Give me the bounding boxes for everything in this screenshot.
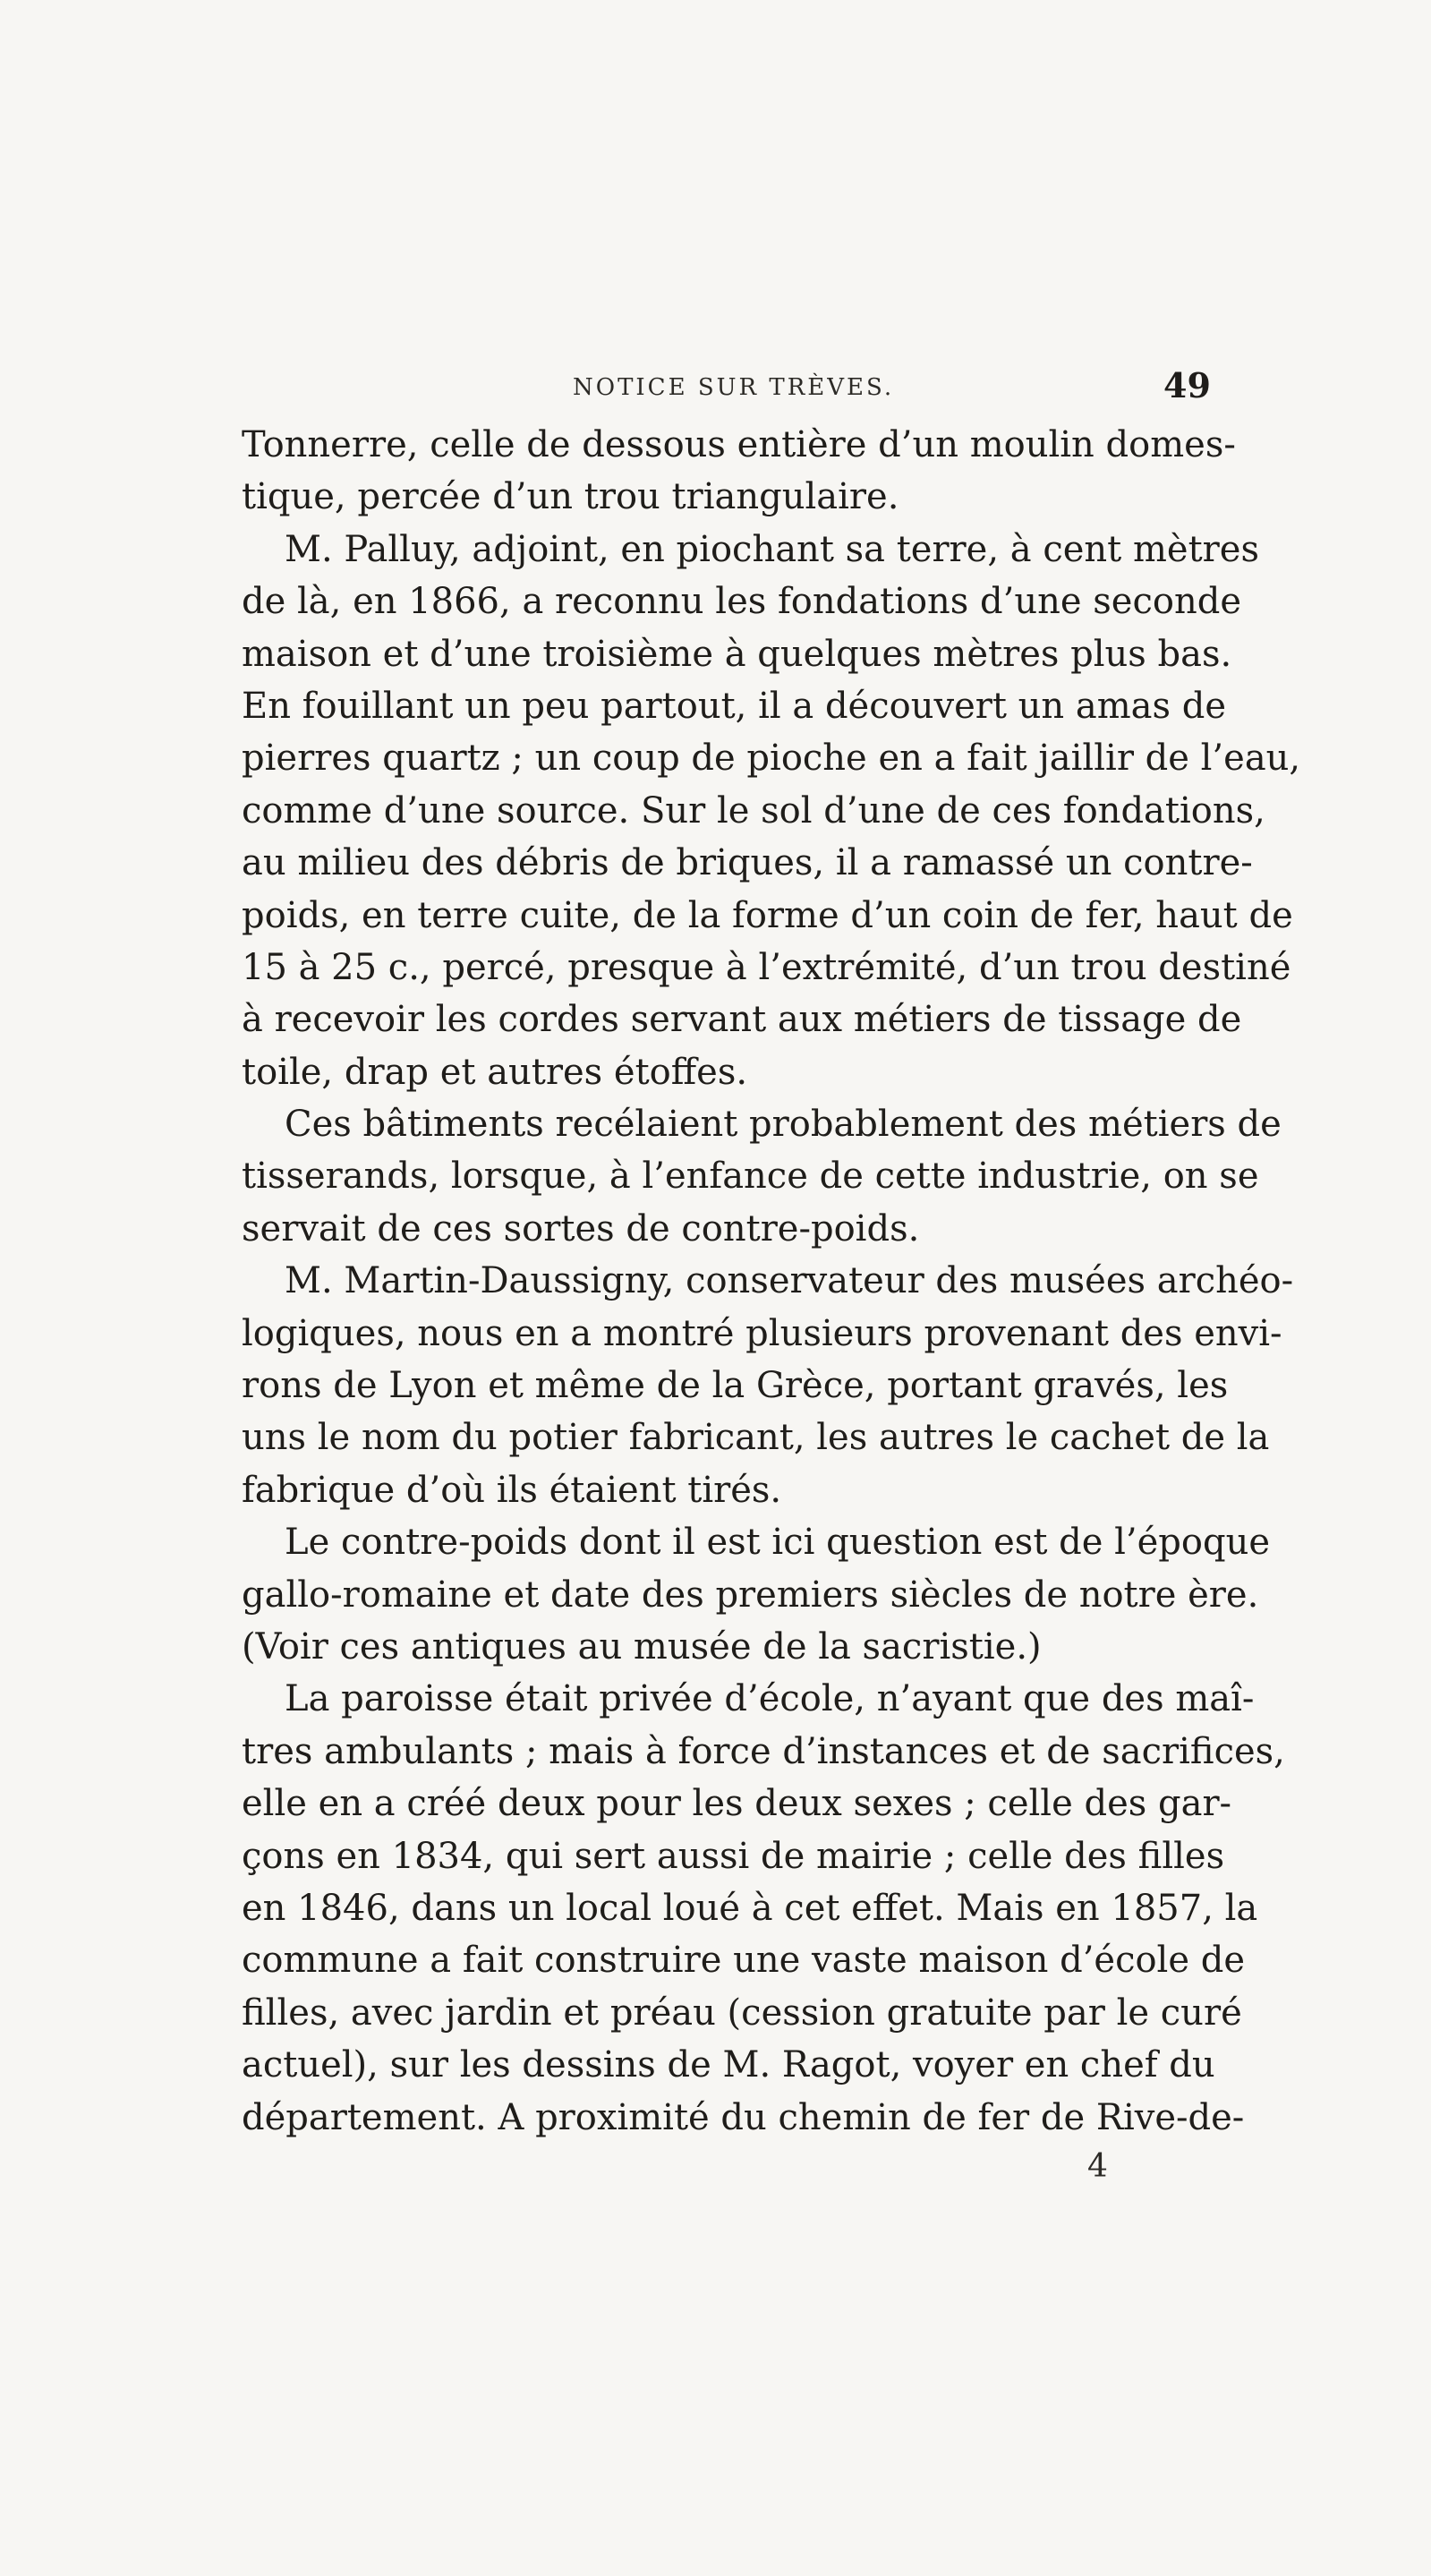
text-line: fabrique d’où ils étaient tirés. [242, 1469, 782, 1511]
text-line: servait de ces sortes de contre-poids. [242, 1207, 920, 1250]
text-line: tique, percée d’un trou triangulaire. [242, 476, 899, 518]
text-line: commune a fait construire une vaste maison d’école de [242, 1940, 1246, 1982]
text-line: M. Palluy, adjoint, en piochant sa terre, à cent mètres [285, 528, 1259, 570]
text-line: Le contre-poids dont il est ici question est de l’époque [285, 1522, 1271, 1564]
text-line: gallo-romaine et date des premiers siècles de notre ère. [242, 1574, 1259, 1616]
text-line: tres ambulants ; mais à force d’instances et de sacrifices, [242, 1730, 1285, 1772]
text-line: 15 à 25 c., percé, presque à l’extrémité, d’un trou destiné [242, 946, 1291, 988]
text-line: en 1846, dans un local loué à cet effet. Mais en 1857, la [242, 1887, 1258, 1929]
text-line: rons de Lyon et même de la Grèce, portant gravés, les [242, 1365, 1229, 1407]
text-line: logiques, nous en a montré plusieurs provenant des envi- [242, 1312, 1282, 1354]
text-line: poids, en terre cuite, de la forme d’un coin de fer, haut de [242, 894, 1293, 936]
text-line: de là, en 1866, a reconnu les fondations d’une seconde [242, 581, 1241, 623]
text-line: à recevoir les cordes servant aux métiers de tissage de [242, 999, 1242, 1041]
text-line: maison et d’une troisième à quelques mètres plus bas. [242, 633, 1232, 675]
text-line: Tonnerre, celle de dessous entière d’un moulin domes- [242, 424, 1236, 465]
text-line: pierres quartz ; un coup de pioche en a fait jaillir de l’eau, [242, 738, 1301, 780]
text-line: filles, avec jardin et préau (cession gratuite par le curé [242, 1992, 1242, 2034]
text-line: tisserands, lorsque, à l’enfance de cette industrie, on se [242, 1156, 1259, 1198]
text-line: M. Martin-Daussigny, conservateur des musées archéo- [285, 1260, 1294, 1302]
text-line: au milieu des débris de briques, il a ramassé un contre- [242, 842, 1253, 884]
page-number: 49 [1163, 365, 1211, 405]
text-line: Ces bâtiments recélaient probablement des métiers de [285, 1104, 1282, 1146]
text-line: elle en a créé deux pour les deux sexes ; celle des gar- [242, 1783, 1232, 1825]
signature-mark: 4 [1087, 2148, 1108, 2185]
text-line: La paroisse était privée d’école, n’ayant que des maî- [285, 1678, 1255, 1720]
text-line: (Voir ces antiques au musée de la sacristie.) [242, 1625, 1042, 1668]
running-title: NOTICE SUR TRÈVES. [573, 374, 895, 401]
body-text [242, 419, 1301, 2144]
text-line: çons en 1834, qui sert aussi de mairie ; celle des filles [242, 1835, 1225, 1877]
text-line: toile, drap et autres étoffes. [242, 1051, 748, 1093]
text-line: En fouillant un peu partout, il a découvert un amas de [242, 685, 1227, 727]
text-line: département. A proximité du chemin de fer de Rive-de- [242, 2096, 1245, 2138]
text-line: uns le nom du potier fabricant, les autres le cachet de la [242, 1417, 1270, 1459]
text-line: comme d’une source. Sur le sol d’une de ces fondations, [242, 789, 1265, 832]
text-line: actuel), sur les dessins de M. Ragot, voyer en chef du [242, 2044, 1215, 2086]
